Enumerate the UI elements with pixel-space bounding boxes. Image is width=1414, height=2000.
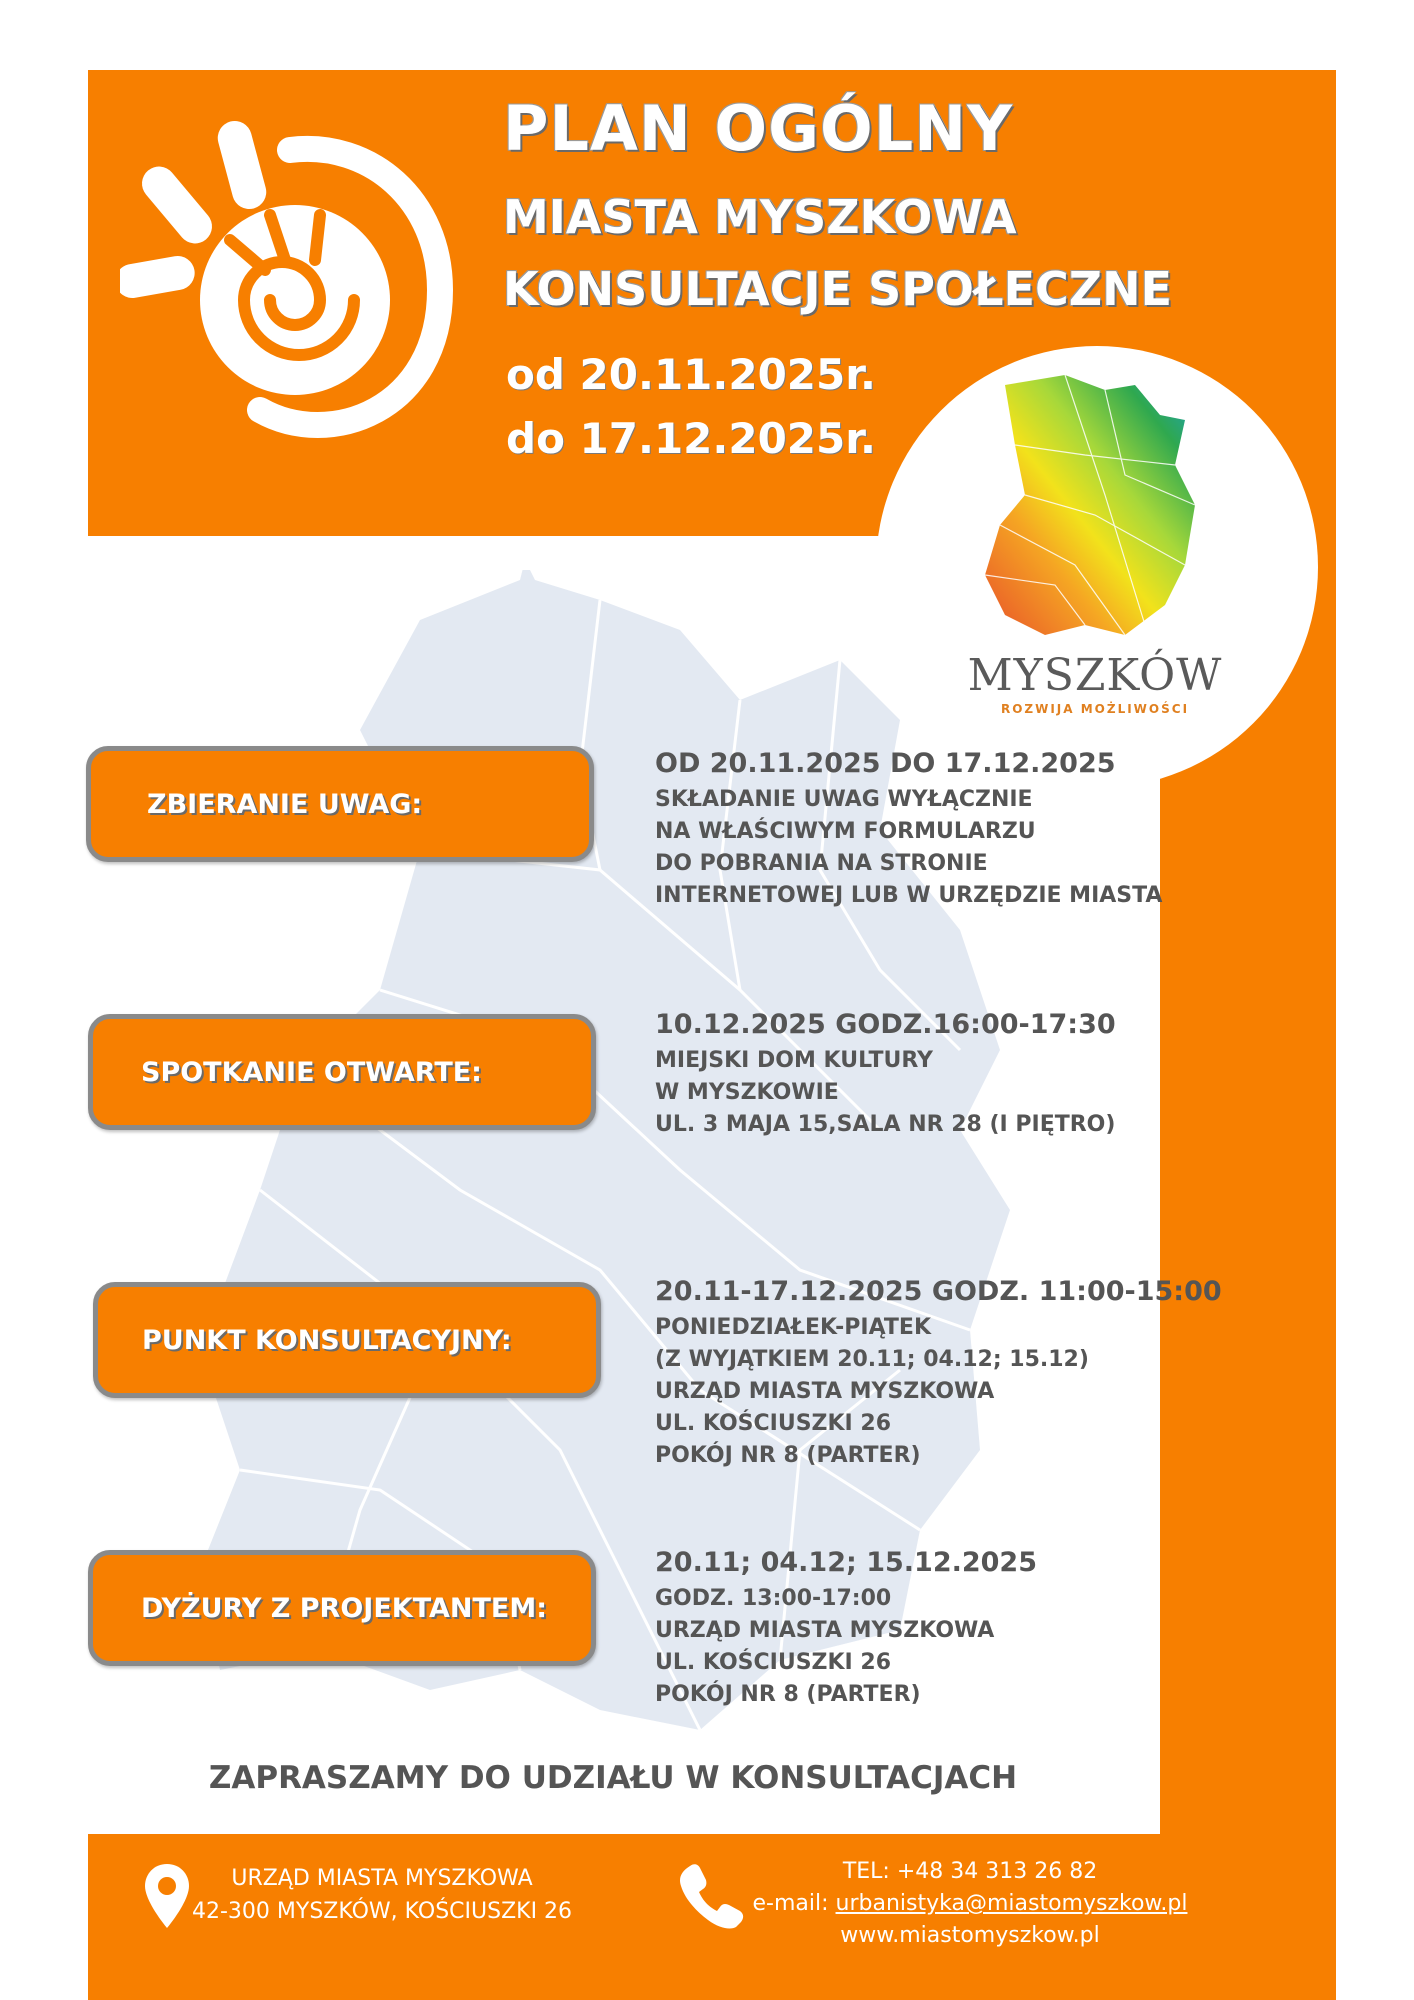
section-label: ZBIERANIE UWAG: (147, 788, 423, 820)
title-line-3: KONSULTACJE SPOŁECZNE (503, 262, 1173, 316)
section-heading: 20.11; 04.12; 15.12.2025 (655, 1547, 1038, 1578)
section-label: PUNKT KONSULTACYJNY: (142, 1324, 512, 1356)
section-line: UL. KOŚCIUSZKI 26 (655, 1650, 892, 1675)
invitation-text: ZAPRASZAMY DO UDZIAŁU W KONSULTACJACH (208, 1760, 1018, 1796)
footer-address (192, 1862, 572, 1928)
section-info (655, 744, 1162, 912)
section-line: POKÓJ NR 8 (PARTER) (655, 1443, 921, 1468)
title-line-2: MIASTA MYSZKOWA (503, 190, 1017, 244)
address-line: 42-300 MYSZKÓW, KOŚCIUSZKI 26 (192, 1899, 573, 1924)
right-side-band (1160, 70, 1336, 2000)
section-line: URZĄD MIASTA MYSZKOWA (655, 1379, 995, 1404)
section-heading: 20.11-17.12.2025 GODZ. 11:00-15:00 (655, 1276, 1222, 1307)
website-link[interactable]: www.miastomyszkow.pl (840, 1923, 1100, 1948)
email-line (740, 1888, 1200, 1920)
section-label-pill (93, 1282, 601, 1398)
section-line: URZĄD MIASTA MYSZKOWA (655, 1618, 995, 1643)
date-from: od 20.11.2025r. (506, 350, 876, 399)
myszkow-tagline: ROZWIJA MOŻLIWOŚCI (1000, 702, 1190, 716)
section-line: W MYSZKOWIE (655, 1080, 839, 1105)
footer-contact (740, 1856, 1200, 1952)
phone-number: TEL: +48 34 313 26 82 (842, 1859, 1098, 1884)
section-info (655, 1543, 1037, 1711)
address-line: URZĄD MIASTA MYSZKOWA (231, 1866, 533, 1891)
section-label-pill (86, 746, 594, 862)
section-line: MIEJSKI DOM KULTURY (655, 1048, 933, 1073)
section-heading: 10.12.2025 GODZ.16:00-17:30 (655, 1009, 1116, 1040)
section-label: DYŻURY Z PROJEKTANTEM: (141, 1592, 548, 1624)
shell-spiral-logo (120, 120, 460, 460)
location-pin-icon (142, 1862, 192, 1932)
section-info (655, 1005, 1116, 1141)
section-info (655, 1272, 1222, 1472)
section-line: POKÓJ NR 8 (PARTER) (655, 1682, 921, 1707)
section-line: GODZ. 13:00-17:00 (655, 1586, 892, 1611)
section-line: NA WŁAŚCIWYM FORMULARZU (655, 819, 1036, 844)
section-label-pill (88, 1550, 596, 1666)
section-line: INTERNETOWEJ LUB W URZĘDZIE MIASTA (655, 883, 1163, 908)
section-line: PONIEDZIAŁEK-PIĄTEK (655, 1315, 932, 1340)
email-link[interactable]: urbanistyka@miastomyszkow.pl (835, 1891, 1188, 1916)
section-label-pill (88, 1014, 596, 1130)
section-line: DO POBRANIA NA STRONIE (655, 851, 988, 876)
phone-icon (676, 1860, 746, 1930)
email-prefix: e-mail: (752, 1891, 836, 1916)
section-label: SPOTKANIE OTWARTE: (141, 1056, 482, 1088)
section-line: UL. 3 MAJA 15,SALA NR 28 (I PIĘTRO) (655, 1112, 1116, 1137)
district-map-logo (985, 375, 1215, 645)
section-line: SKŁADANIE UWAG WYŁĄCZNIE (655, 787, 1033, 812)
date-to: do 17.12.2025r. (506, 414, 876, 463)
myszkow-wordmark: MYSZKÓW (967, 650, 1223, 701)
title-line-1: PLAN OGÓLNY (503, 92, 1013, 165)
section-line: UL. KOŚCIUSZKI 26 (655, 1411, 892, 1436)
section-heading: OD 20.11.2025 DO 17.12.2025 (655, 748, 1116, 779)
section-line: (Z WYJĄTKIEM 20.11; 04.12; 15.12) (655, 1347, 1089, 1372)
